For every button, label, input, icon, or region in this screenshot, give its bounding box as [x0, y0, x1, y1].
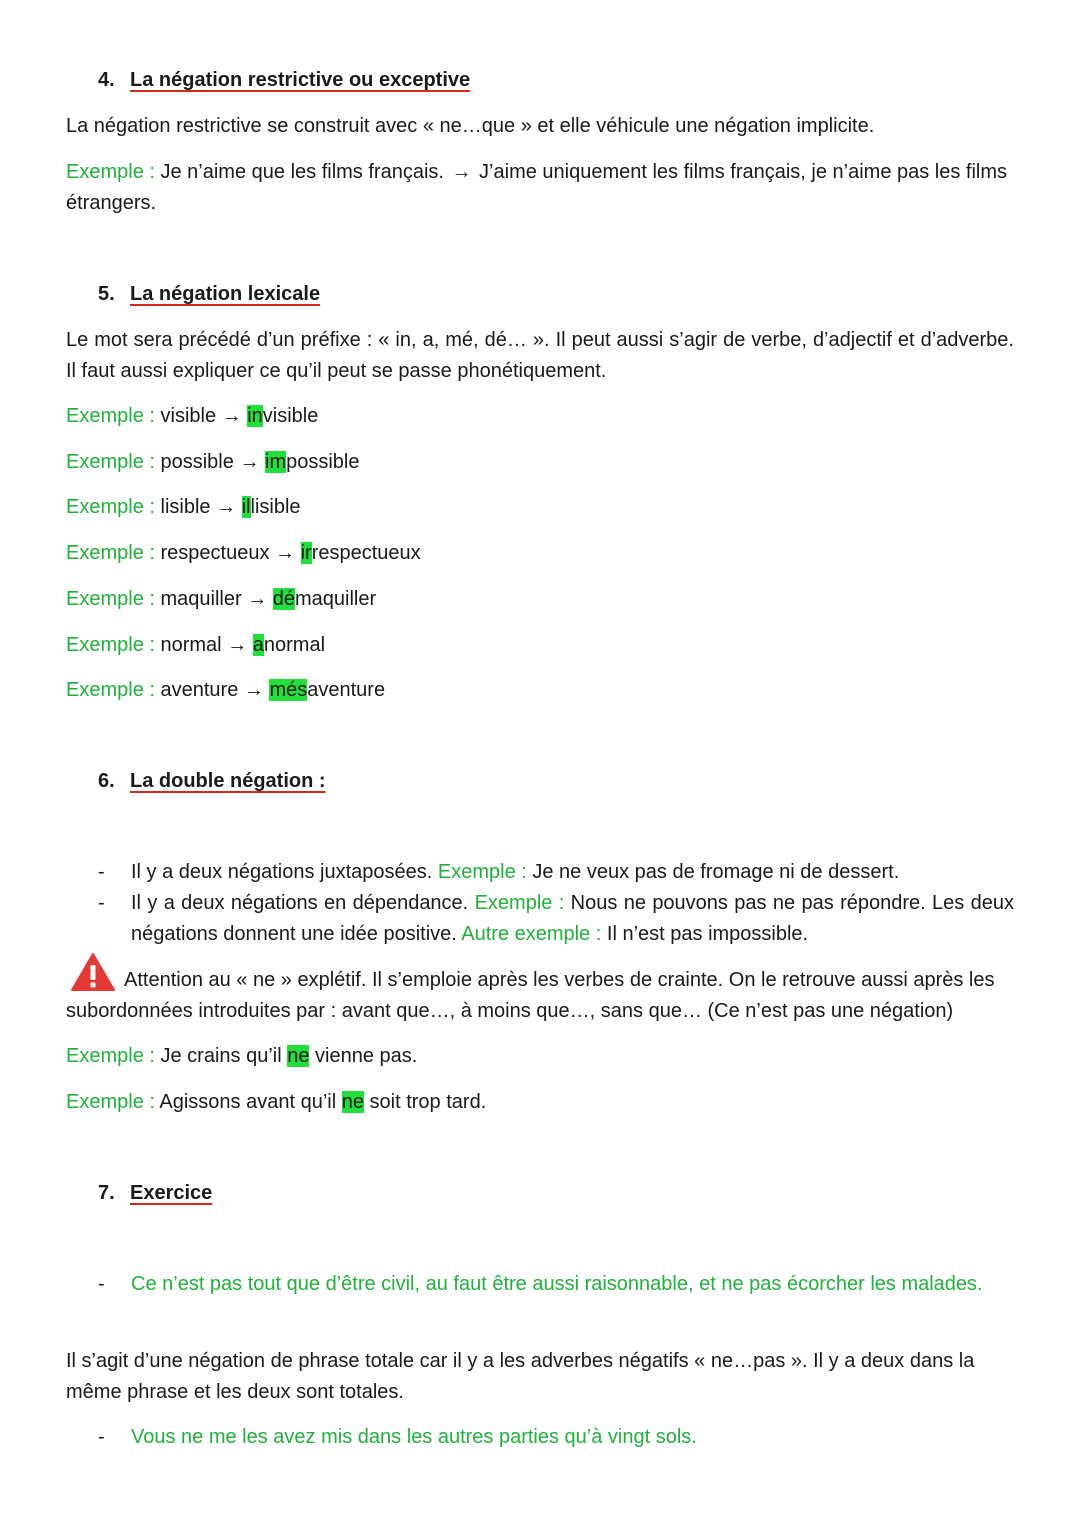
arrow-right-icon: → [239, 451, 260, 473]
prefix-highlight: ir [300, 542, 312, 564]
exercise-quote-1 [98, 1269, 1014, 1300]
bullet-statement: Il y a deux négations en dépendance. [131, 892, 475, 914]
heading-section-6 [98, 767, 326, 795]
ne-highlight: ne [287, 1045, 310, 1067]
example-expletive-2 [66, 1087, 1014, 1118]
example-lexical [66, 492, 1014, 523]
quote-text: Vous ne me les avez mis dans les autres parties qu’à vingt sols. [131, 1426, 697, 1448]
ne-highlight: ne [341, 1091, 364, 1113]
other-example-label: Autre exemple : [461, 923, 602, 945]
heading-title: La négation restrictive ou exceptive [130, 69, 471, 91]
example-text: Agissons avant qu’il [154, 1091, 342, 1113]
example-lexical [66, 584, 1014, 615]
attention-note: Attention au « ne » explétif. Il s’emploie après les verbes de crainte. On le retrouve aussi après les subordonnées introduites par : avant que…, à moins que…, sans que… (Ce n’est pas une négation) [66, 969, 995, 1022]
derived-word-rest: aventure [307, 679, 386, 701]
heading-section-5 [98, 280, 320, 308]
arrow-right-icon: → [247, 588, 268, 610]
bullet-dependent [98, 888, 1014, 950]
exercise-quote-2 [98, 1422, 1014, 1453]
heading-title: Exercice [130, 1182, 213, 1204]
base-word: respectueux [154, 542, 276, 564]
example-label: Exemple : [66, 634, 155, 656]
arrow-right-icon: → [227, 634, 248, 656]
example-text: soit trop tard. [363, 1091, 487, 1113]
bullet-dash: - [98, 1426, 105, 1448]
example-label: Exemple : [66, 496, 155, 518]
base-word: possible [154, 451, 240, 473]
derived-word-rest: visible [262, 405, 319, 427]
prefix-highlight: il [241, 496, 251, 518]
quote-text: Ce n’est pas tout que d’être civil, au faut être aussi raisonnable, et ne pas écorcher les malades. [131, 1273, 983, 1295]
example-text: Je crains qu’il [154, 1045, 288, 1067]
example-text: vienne pas. [309, 1045, 418, 1067]
base-word: lisible [154, 496, 217, 518]
heading-title: La négation lexicale [130, 283, 321, 305]
example-label: Exemple : [66, 679, 155, 701]
heading-number: 5. [98, 283, 115, 305]
heading-number: 6. [98, 770, 115, 792]
base-word: aventure [154, 679, 244, 701]
example-lexical [66, 675, 1014, 706]
heading-section-4 [98, 66, 470, 94]
derived-word-rest: respectueux [311, 542, 421, 564]
arrow-right-icon: → [216, 496, 237, 518]
arrow-right-icon: → [221, 405, 242, 427]
bullet-dash: - [98, 892, 105, 914]
example-label: Exemple : [66, 451, 155, 473]
derived-word-rest: normal [263, 634, 326, 656]
bullet-statement: Il y a deux négations juxtaposées. [131, 861, 438, 883]
example-label: Exemple : [474, 892, 565, 914]
heading-number: 4. [98, 69, 115, 91]
prefix-highlight: més [269, 679, 308, 701]
base-word: normal [154, 634, 228, 656]
example-label: Exemple : [66, 1091, 155, 1113]
bullet-juxtaposed [98, 857, 1014, 888]
bullet-dash: - [98, 861, 105, 883]
bullet-dash: - [98, 1273, 105, 1295]
example-expletive-1 [66, 1041, 1014, 1072]
example-text: Je ne veux pas de fromage ni de dessert. [526, 861, 900, 883]
heading-title: La double négation : [130, 770, 326, 792]
arrow-right-icon: → [275, 542, 296, 564]
prefix-highlight: in [247, 405, 263, 427]
heading-number: 7. [98, 1182, 115, 1204]
example-label: Exemple : [66, 1045, 155, 1067]
example-lexical [66, 538, 1014, 569]
derived-word-rest: lisible [250, 496, 301, 518]
example-restrictive [66, 157, 1014, 219]
example-lexical [66, 630, 1014, 661]
arrow-right-icon: → [243, 679, 264, 701]
heading-section-7 [98, 1179, 212, 1207]
example-label: Exemple : [66, 542, 155, 564]
derived-word-rest: maquiller [295, 588, 377, 610]
example-lexical [66, 401, 1014, 432]
example-label: Exemple : [66, 405, 155, 427]
example-label: Exemple : [66, 588, 155, 610]
base-word: visible [154, 405, 222, 427]
example-label: Exemple : [437, 861, 527, 883]
example-lexical [66, 447, 1014, 478]
base-word: maquiller [154, 588, 248, 610]
paragraph-restrictive-definition: La négation restrictive se construit avec « ne…que » et elle véhicule une négation implicite. [66, 115, 875, 137]
prefix-highlight: a [252, 634, 264, 656]
example-text: Nous ne pouvons pas ne pas répondre. Les deux négations donnent une idée positive. [131, 892, 1014, 945]
prefix-highlight: dé [272, 588, 296, 610]
example-text: Il n’est pas impossible. [601, 923, 809, 945]
example-explanation: J’aime uniquement les films français, je n’aime pas les films étrangers. [66, 161, 1008, 214]
arrow-right-icon: → [451, 161, 472, 183]
example-label: Exemple : [66, 161, 155, 183]
paragraph-lexical-definition: Le mot sera précédé d’un préfixe : « in, a, mé, dé… ». Il peut aussi s’agir de verbe, d’adjectif et d’adverbe. Il faut aussi expliquer ce qu’il peut se passe phonétiquement. [66, 329, 1014, 382]
derived-word-rest: possible [286, 451, 360, 473]
prefix-highlight: im [265, 451, 287, 473]
example-text: Je n’aime que les films français. [154, 161, 450, 183]
bullet-text [131, 888, 1014, 950]
bullet-text [131, 857, 1014, 888]
exercise-analysis: Il s’agit d’une négation de phrase totale car il y a les adverbes négatifs « ne…pas ». Il y a deux dans la même phrase et les deux sont totales. [66, 1350, 975, 1403]
